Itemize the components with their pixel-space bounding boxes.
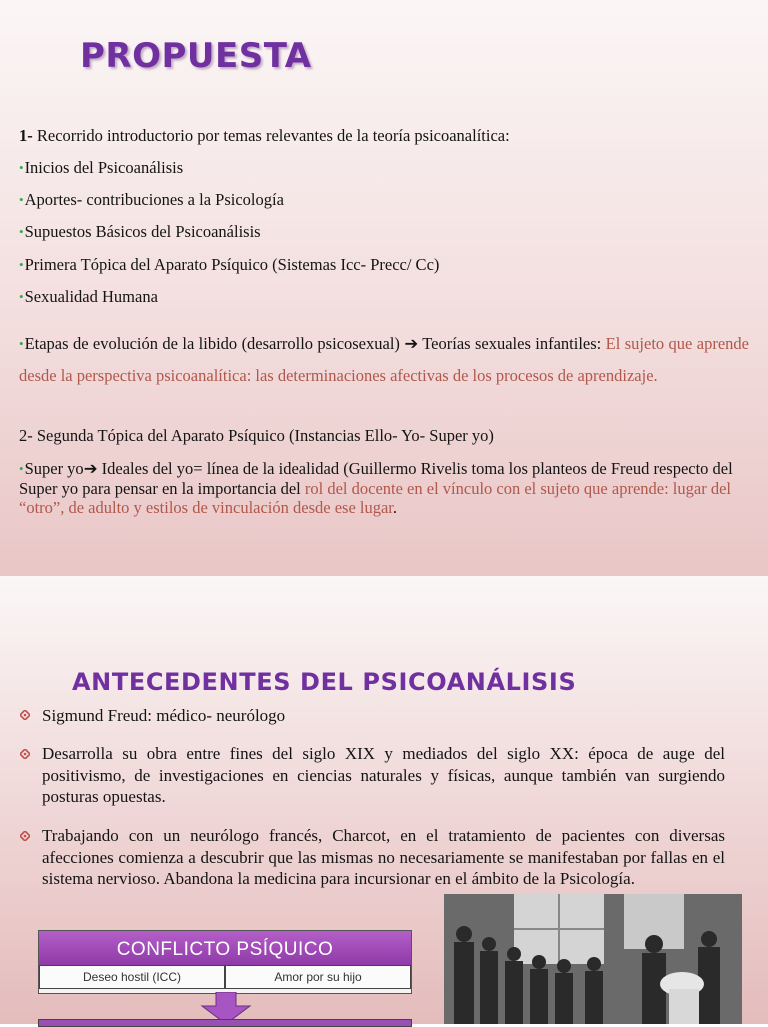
conflicto-diagram: [38, 930, 412, 994]
bullet-dot-icon: •: [19, 224, 24, 239]
etapas-highlight: El sujeto que aprende desde la perspectiva psicoanalítica: las determinaciones afectivas de los procesos de aprendizaje.: [19, 334, 749, 385]
antecedente-item: Trabajando con un neurólogo francés, Charcot, en el tratamiento de pacientes con diversas afecciones comienza a descubrir que las mismas no necesariamente se manifestaban por fallas en el sistema nervioso. Abandona la medicina para incursionar en el ámbito de la Psicología.: [42, 826, 725, 888]
intro-number: 1-: [19, 126, 33, 145]
bullet-item: [19, 287, 749, 308]
charcot-lecture-photo: [444, 894, 742, 1024]
bullet-text: Sexualidad Humana: [24, 287, 158, 306]
slide-title: PROPUESTA: [80, 36, 312, 76]
bullet-text: Primera Tópica del Aparato Psíquico (Sistemas Icc- Precc/ Cc): [24, 255, 440, 274]
bullet-text: Supuestos Básicos del Psicoanálisis: [24, 222, 261, 241]
bullet-dot-icon: •: [19, 192, 24, 207]
bullet-dot-icon: •: [19, 336, 24, 351]
super-yo-paragraph: [19, 459, 749, 517]
slide2-title: ANTECEDENTES DEL PSICOANÁLISIS: [72, 668, 577, 696]
bullet-item: [19, 158, 749, 179]
intro-text: Recorrido introductorio por temas relevantes de la teoría psicoanalítica:: [32, 126, 510, 145]
bullet-dot-icon: •: [19, 461, 24, 476]
diagram-header: CONFLICTO PSÍQUICO: [39, 931, 411, 965]
bullet-item: [19, 222, 749, 243]
etapas-paragraph: [19, 328, 749, 391]
bullet-dot-icon: •: [19, 257, 24, 272]
bullet-item: [19, 190, 749, 211]
bullet-item: [19, 255, 749, 276]
diamond-bullet-icon: [20, 831, 30, 841]
diagram-cell-left: Deseo hostil (ICC): [39, 965, 225, 989]
super-yo-end: .: [392, 498, 398, 517]
antecedente-item: Desarrolla su obra entre fines del siglo XIX y mediados del siglo XX: época de auge del positivismo, de investigaciones en ciencias naturales y físicas, aunque también van surgiendo posturas opuestas.: [42, 744, 725, 806]
super-yo-label: Super yo: [24, 459, 84, 478]
diamond-bullet-icon: [20, 749, 30, 759]
super-yo-text: Ideales del yo= línea de la idealidad (Guillermo Rivelis toma los planteos de Freud respecto del Super yo para pensar en la importancia del: [19, 459, 733, 498]
diagram-next-box: [38, 1019, 412, 1027]
antecedente-item: Sigmund Freud: médico- neurólogo: [42, 706, 286, 725]
bullet-dot-icon: •: [19, 160, 24, 175]
intro-line: [19, 126, 749, 147]
bullet-dot-icon: •: [19, 289, 24, 304]
diagram-cell-right: Amor por su hijo: [225, 965, 411, 989]
super-yo-highlight: rol del docente en el vínculo con el sujeto que aprende: lugar del “otro”, de adulto y estilos de vinculación desde ese lugar: [19, 479, 731, 517]
arrow-right-icon: ➔: [404, 334, 419, 353]
segunda-topica: 2- Segunda Tópica del Aparato Psíquico (Instancias Ello- Yo- Super yo): [19, 426, 494, 445]
bullet-text: Aportes- contribuciones a la Psicología: [24, 190, 284, 209]
bullet-text: Inicios del Psicoanálisis: [24, 158, 184, 177]
etapas-text: Etapas de evolución de la libido (desarrollo psicosexual): [24, 334, 405, 353]
etapas-text-2: Teorías sexuales infantiles:: [418, 334, 606, 353]
arrow-right-icon: ➔: [83, 459, 98, 478]
diamond-bullet-icon: [20, 710, 30, 720]
